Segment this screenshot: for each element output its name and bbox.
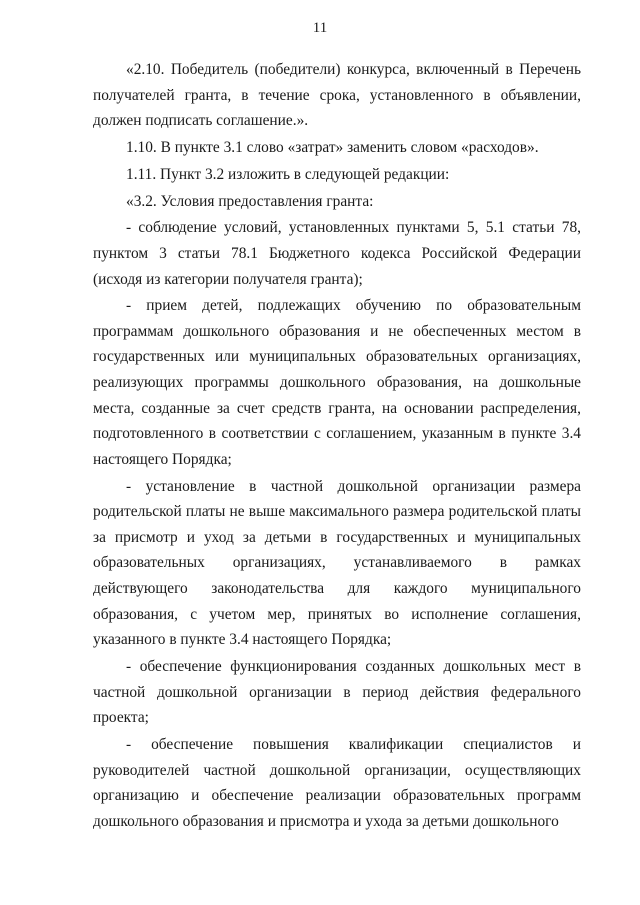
list-item-condition-budget-code: - соблюдение условий, установленных пунктами 5, 5.1 статьи 78, пунктом 3 статьи 78.1 Бюджетного кодекса Российской Федерации (исходя из категории получателя гранта);: [93, 219, 581, 288]
page-number: 11: [312, 20, 328, 36]
paragraph-clause-2-10: «2.10. Победитель (победители) конкурса, включенный в Перечень получателей гранта, в течение срока, установленного в объявлении, должен подписать соглашение.».: [93, 61, 581, 130]
paragraph-clause-3-2-heading: «3.2. Условия предоставления гранта:: [126, 192, 374, 210]
list-item-condition-parental-fee: - установление в частной дошкольной организации размера родительской платы не выше максимального размера родительской платы за присмотр и уход за детьми в государственных и муниципальных образовательных организациях, устанавливаемого в рамках действующего законодательства для каждого муниципального образования, с учетом мер, принятых во исполнение соглашения, указанного в пункте 3.4 настоящего Порядка;: [93, 477, 581, 649]
document-body: [93, 57, 581, 836]
list-item-condition-functioning: - обеспечение функционирования созданных дошкольных мест в частной дошкольной организации в период действия федерального проекта;: [93, 657, 581, 727]
list-item-condition-admission: - прием детей, подлежащих обучению по образовательным программам дошкольного образования и не обеспеченных местом в государственных или муниципальных образовательных организациях, реализующих программы дошкольного образования, на дошкольные места, созданные за счет средств гранта, на основании распределения, подготовленного в соответствии с соглашением, указанным в пункте 3.4 настоящего Порядка;: [93, 297, 581, 468]
paragraph-item-1-10: 1.10. В пункте 3.1 слово «затрат» заменить словом «расходов».: [126, 138, 539, 156]
list-item-condition-qualification: - обеспечение повышения квалификации специалистов и руководителей частной дошкольной организации, осуществляющих организацию и обеспечение реализации образовательных программ дошкольного образования и присмотра и ухода за детьми дошкольного: [93, 735, 581, 830]
paragraph-item-1-11: 1.11. Пункт 3.2 изложить в следующей редакции:: [126, 165, 450, 183]
